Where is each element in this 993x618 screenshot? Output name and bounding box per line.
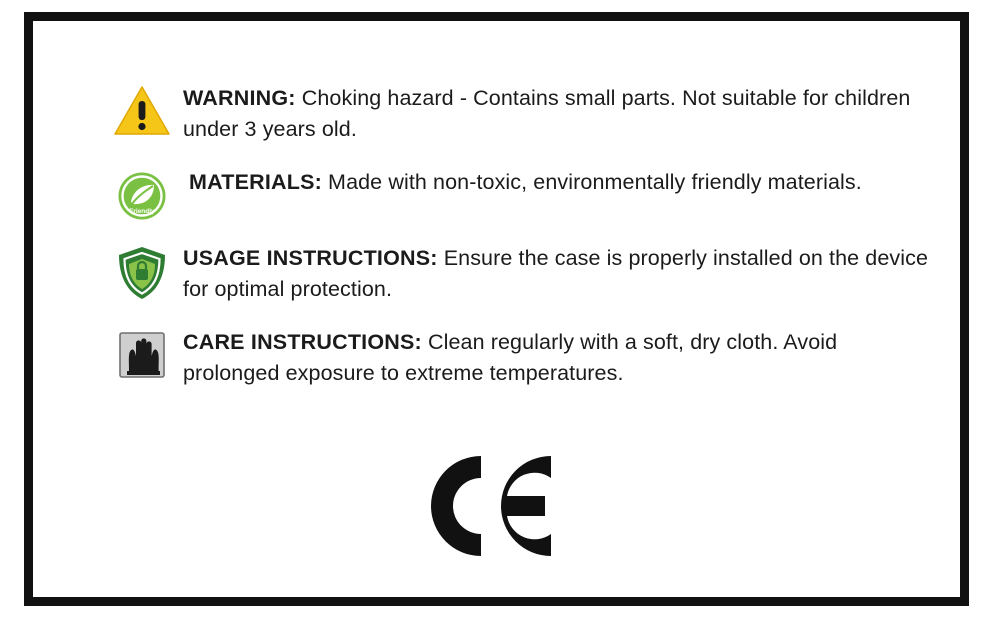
- list-item: [103, 167, 933, 221]
- list-item-term: MATERIALS:: [189, 169, 322, 194]
- list-item-body: Made with non-toxic, environmentally friendly materials.: [321, 169, 862, 194]
- handle-with-care-icon: [118, 331, 166, 379]
- list-item-body: Ensure the case is properly installed on the device for optimal protection.: [183, 245, 929, 301]
- eco-friendly-leaf-icon: [117, 171, 167, 221]
- label-rows: [103, 83, 933, 411]
- list-item: [103, 83, 933, 145]
- product-safety-label: [24, 12, 969, 606]
- list-item: [103, 327, 933, 389]
- list-item-text: [181, 167, 933, 198]
- list-item-term: CARE INSTRUCTIONS:: [183, 329, 422, 354]
- shield-protection-icon: [116, 245, 168, 301]
- list-item-text: [181, 327, 933, 389]
- icon-cell: [103, 167, 181, 221]
- ce-conformity-mark: [407, 446, 587, 566]
- list-item-term: USAGE INSTRUCTIONS:: [183, 245, 438, 270]
- list-item-text: [181, 243, 933, 305]
- warning-triangle-icon: [113, 85, 171, 137]
- list-item: [103, 243, 933, 305]
- ce-mark-container: [33, 446, 960, 571]
- icon-cell: [103, 243, 181, 301]
- list-item-text: [181, 83, 933, 145]
- icon-cell: [103, 327, 181, 379]
- list-item-body: Choking hazard - Contains small parts. Not suitable for children under 3 years old.: [183, 86, 911, 141]
- list-item-body: Clean regularly with a soft, dry cloth. Avoid prolonged exposure to extreme temperatures.: [183, 329, 838, 385]
- icon-cell: [103, 83, 181, 137]
- list-item-term: WARNING:: [183, 86, 296, 110]
- svg-text:Friendly: Friendly: [129, 207, 155, 215]
